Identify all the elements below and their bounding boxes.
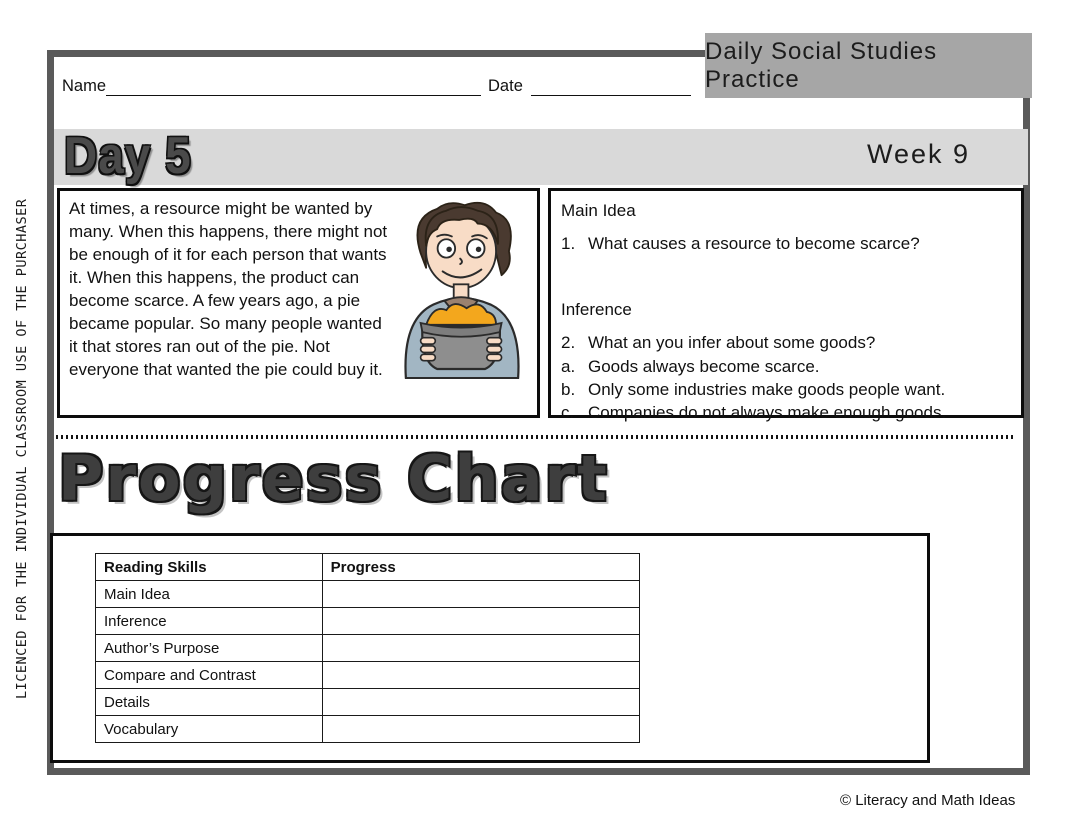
progress-table xyxy=(95,553,640,743)
answer-choices xyxy=(561,355,1011,424)
progress-cell xyxy=(322,662,639,689)
skill-vocabulary: Vocabulary xyxy=(96,716,323,743)
main-idea-heading: Main Idea xyxy=(561,201,636,220)
table-row xyxy=(96,608,640,635)
skill-authors-purpose: Author’s Purpose xyxy=(96,635,323,662)
question-1-marker: 1. xyxy=(561,234,576,253)
day-banner xyxy=(54,126,1028,185)
reading-skills-header: Reading Skills xyxy=(96,554,323,581)
table-header-row xyxy=(96,554,640,581)
choice-c-text: Companies do not always make enough goods. xyxy=(588,403,947,422)
table-row xyxy=(96,635,640,662)
question-2-text: What an you infer about some goods? xyxy=(588,333,876,352)
progress-chart-title: Progress Chart xyxy=(58,442,609,515)
table-row xyxy=(96,689,640,716)
boy-holding-pot-icon xyxy=(393,197,531,379)
table-row xyxy=(96,716,640,743)
day-title: Day 5 xyxy=(64,126,192,185)
question-2 xyxy=(561,331,1011,354)
progress-header: Progress xyxy=(322,554,639,581)
date-write-line xyxy=(531,76,691,96)
progress-cell xyxy=(322,689,639,716)
progress-cell xyxy=(322,608,639,635)
choice-a-text: Goods always become scarce. xyxy=(588,357,820,376)
license-text: LICENCED FOR THE INDIVIDUAL CLASSROOM USE OF THE PURCHASER xyxy=(14,198,30,700)
skill-compare-contrast: Compare and Contrast xyxy=(96,662,323,689)
table-row xyxy=(96,581,640,608)
week-label: Week 9 xyxy=(866,139,970,169)
copyright-text: © Literacy and Math Ideas xyxy=(840,792,1016,809)
skill-inference: Inference xyxy=(96,608,323,635)
name-label: Name xyxy=(62,77,107,95)
choice-b xyxy=(561,378,1011,401)
choice-a xyxy=(561,355,1011,378)
choice-c-marker: c. xyxy=(561,403,575,422)
progress-cell xyxy=(322,716,639,743)
passage-text: At times, a resource might be wanted by many. When this happens, there might not be enough of it for each person that wants it. When this happens, the product can become scarce. A few years ago, a pie became popular. So many people wanted it that stores ran out of the pie. Not everyone that wanted the pie could buy it. xyxy=(69,199,388,379)
question-1 xyxy=(561,232,1011,255)
boy-illustration xyxy=(393,197,531,379)
question-2-marker: 2. xyxy=(561,333,576,352)
skill-main-idea: Main Idea xyxy=(96,581,323,608)
progress-cell xyxy=(322,635,639,662)
name-date-row xyxy=(62,76,702,96)
choice-a-marker: a. xyxy=(561,357,576,376)
skill-details: Details xyxy=(96,689,323,716)
questions-box xyxy=(548,188,1024,422)
date-label: Date xyxy=(488,77,523,95)
choice-b-marker: b. xyxy=(561,380,576,399)
name-write-line xyxy=(106,76,481,96)
choice-b-text: Only some industries make goods people want. xyxy=(588,380,946,399)
dotted-divider xyxy=(56,435,1013,439)
inference-heading: Inference xyxy=(561,300,632,319)
table-row xyxy=(96,662,640,689)
series-badge: Daily Social Studies Practice xyxy=(705,33,1032,98)
question-1-text: What causes a resource to become scarce? xyxy=(588,234,920,253)
progress-cell xyxy=(322,581,639,608)
choice-c xyxy=(561,401,1011,424)
passage-box xyxy=(57,188,540,418)
